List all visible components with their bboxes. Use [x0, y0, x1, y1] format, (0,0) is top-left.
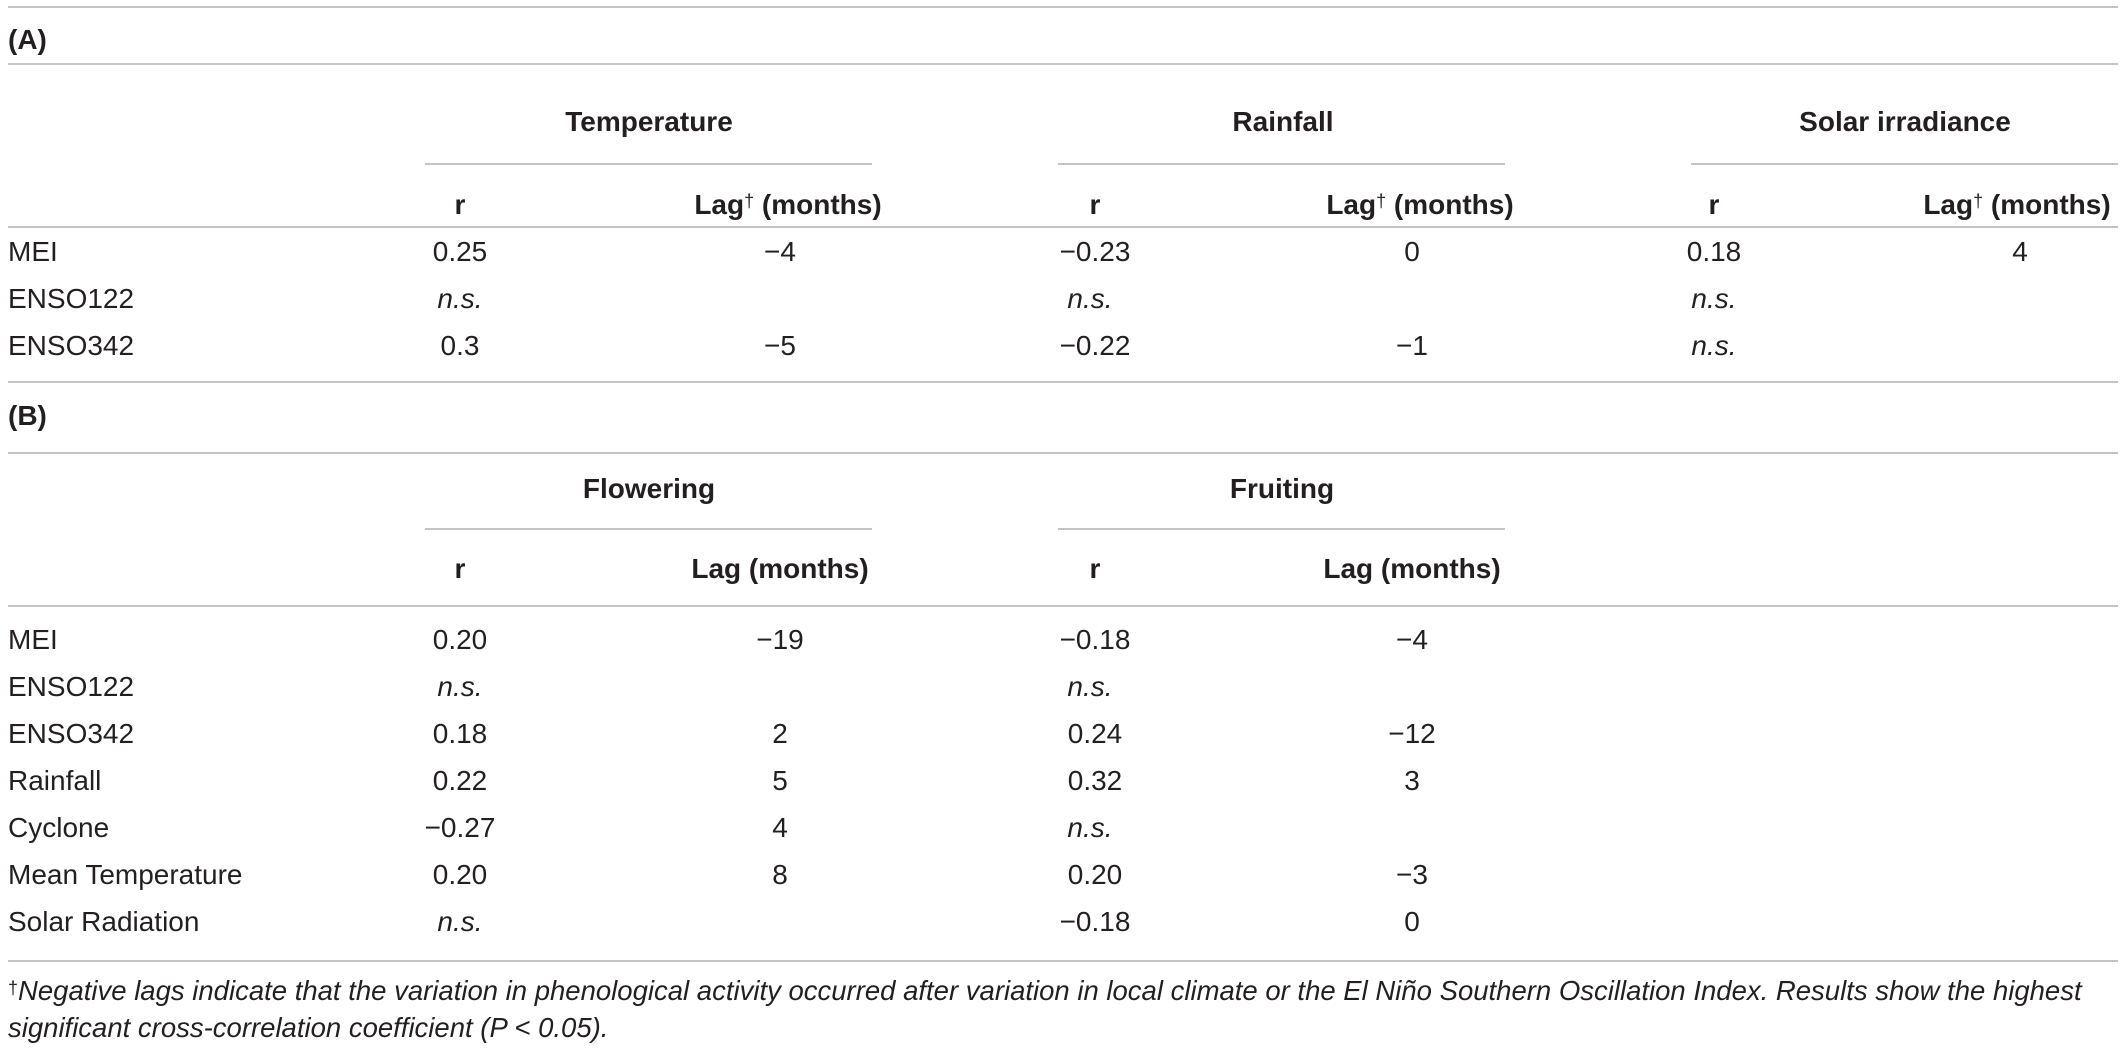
- section-b-label: (B): [8, 400, 47, 431]
- footnote-marker: †: [8, 978, 19, 998]
- section-a-label: (A): [8, 24, 47, 55]
- table-cell: n.s.: [1691, 330, 1737, 361]
- table-cell: 0.20: [1067, 859, 1123, 890]
- table-cell: −0.18: [1059, 624, 1131, 655]
- table-cell: 2: [772, 718, 788, 749]
- table-cell: 4: [2012, 236, 2028, 267]
- col-header-lag: Lag† (months): [1923, 189, 2111, 220]
- table-cell: n.s.: [437, 906, 483, 937]
- rule-b-subheader: [8, 605, 2118, 607]
- rule-a-subheader: [8, 226, 2118, 228]
- rule-a-bottom: [8, 381, 2118, 383]
- col-header-r: r: [454, 553, 466, 584]
- rule-top: [8, 6, 2118, 8]
- table-cell: −12: [1388, 718, 1436, 749]
- group-header-solar-irradiance: Solar irradiance: [1799, 106, 2011, 137]
- col-header-lag: Lag (months): [691, 553, 869, 584]
- table-cell: 0.3: [440, 330, 480, 361]
- table-cell: −0.23: [1059, 236, 1131, 267]
- rule-a-group-temperature: [425, 163, 872, 165]
- col-header-lag: Lag (months): [1323, 553, 1501, 584]
- table-cell: 0.20: [432, 624, 488, 655]
- table-cell: n.s.: [1691, 283, 1737, 314]
- table-cell: −5: [764, 330, 796, 361]
- table-cell: 3: [1404, 765, 1420, 796]
- group-header-rainfall: Rainfall: [1232, 106, 1334, 137]
- group-header-fruiting: Fruiting: [1229, 473, 1335, 504]
- table-cell: −3: [1396, 859, 1428, 890]
- table-footnote: [8, 972, 2118, 1046]
- table-cell: n.s.: [1067, 812, 1113, 843]
- rule-b-header: [8, 452, 2118, 454]
- row-label-enso342: ENSO342: [8, 718, 135, 749]
- table-cell: −0.27: [424, 812, 496, 843]
- col-header-r: r: [454, 189, 466, 220]
- table-cell: 0: [1404, 236, 1420, 267]
- row-label-mei: MEI: [8, 236, 58, 267]
- col-header-lag: Lag† (months): [694, 189, 882, 220]
- row-label-mei: MEI: [8, 624, 58, 655]
- rule-b-group-fruiting: [1058, 528, 1505, 530]
- table-cell: n.s.: [437, 671, 483, 702]
- row-label-solar-radiation: Solar Radiation: [8, 906, 200, 937]
- row-label-enso342: ENSO342: [8, 330, 135, 361]
- col-header-r: r: [1089, 553, 1101, 584]
- row-label-enso122: ENSO122: [8, 671, 135, 702]
- table-cell: 0.25: [432, 236, 488, 267]
- table-cell: n.s.: [1067, 283, 1113, 314]
- row-label-enso122: ENSO122: [8, 283, 135, 314]
- table-cell: 0.22: [432, 765, 488, 796]
- table-cell: 0.20: [432, 859, 488, 890]
- table-cell: −4: [764, 236, 796, 267]
- col-header-r: r: [1708, 189, 1720, 220]
- table-cell: n.s.: [1067, 671, 1113, 702]
- table-cell: 8: [772, 859, 788, 890]
- rule-b-group-flowering: [425, 528, 872, 530]
- table-cell: −0.22: [1059, 330, 1131, 361]
- table-cell: 5: [772, 765, 788, 796]
- rule-bottom: [8, 960, 2118, 962]
- footnote-text: Negative lags indicate that the variation in phenological activity occurred after variation in local climate or the El Niño Southern Oscillation Index. Results show the highest significant cross-correlation coefficient (P < 0.05).: [8, 975, 2082, 1043]
- row-label-cyclone: Cyclone: [8, 812, 110, 843]
- col-header-lag: Lag† (months): [1326, 189, 1514, 220]
- col-header-r: r: [1089, 189, 1101, 220]
- rule-a-group-solar: [1691, 163, 2118, 165]
- row-label-rainfall: Rainfall: [8, 765, 102, 796]
- table-cell: 0.32: [1067, 765, 1123, 796]
- table-cell: −4: [1396, 624, 1428, 655]
- table-cell: 0: [1404, 906, 1420, 937]
- table-cell: 4: [772, 812, 788, 843]
- rule-a-header: [8, 63, 2118, 65]
- group-header-flowering: Flowering: [582, 473, 716, 504]
- table-cell: n.s.: [437, 283, 483, 314]
- table-cell: 0.18: [1686, 236, 1742, 267]
- table-cell: 0.24: [1067, 718, 1123, 749]
- table-cell: −19: [756, 624, 804, 655]
- table-cell: −0.18: [1059, 906, 1131, 937]
- rule-a-group-rainfall: [1058, 163, 1505, 165]
- row-label-mean-temperature: Mean Temperature: [8, 859, 243, 890]
- group-header-temperature: Temperature: [565, 106, 733, 137]
- table-cell: −1: [1396, 330, 1428, 361]
- table-cell: 0.18: [432, 718, 488, 749]
